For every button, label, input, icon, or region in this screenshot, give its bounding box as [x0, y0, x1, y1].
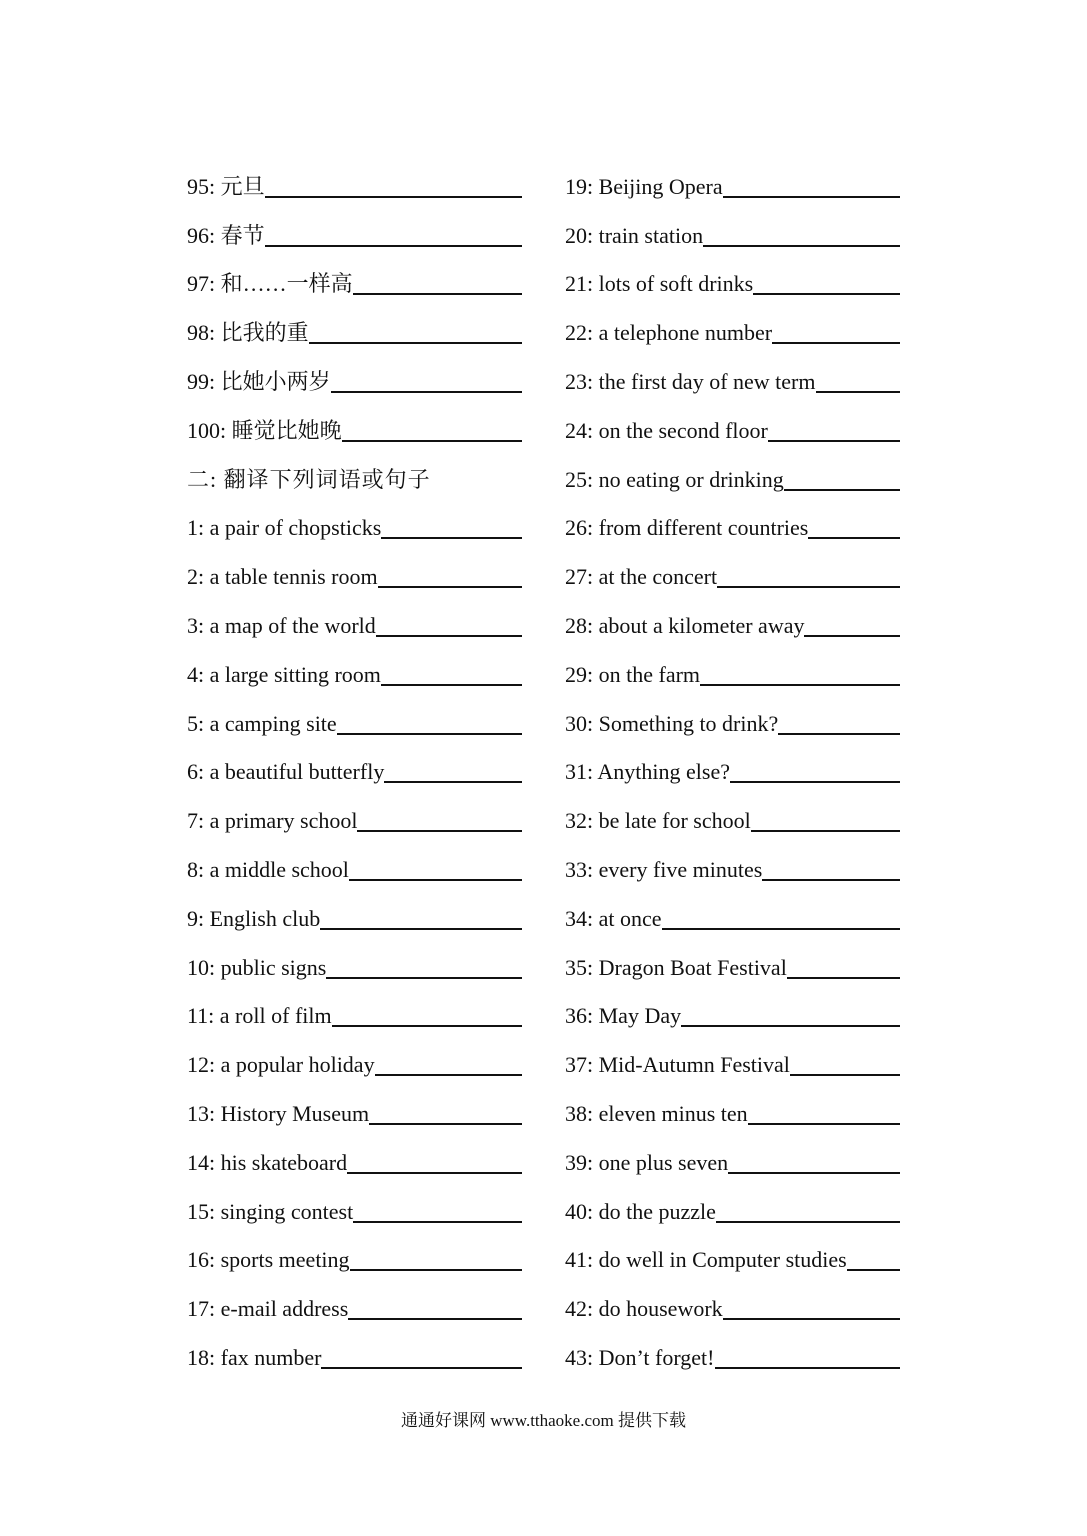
exercise-item	[565, 982, 900, 1031]
exercise-prompt: 42: do housework	[565, 1296, 723, 1322]
exercise-item	[187, 1226, 522, 1275]
exercise-prompt: 31: Anything else?	[565, 759, 730, 785]
exercise-item	[187, 1274, 522, 1323]
exercise-item	[187, 347, 522, 396]
exercise-prompt: 29: on the farm	[565, 661, 701, 687]
answer-blank[interactable]	[376, 634, 522, 637]
section-heading	[187, 445, 522, 494]
answer-blank[interactable]	[716, 1220, 900, 1223]
exercise-prompt: 9: English club	[187, 905, 321, 931]
answer-blank[interactable]	[723, 1317, 900, 1320]
exercise-item	[565, 542, 900, 591]
exercise-prompt: 99: 比她小两岁	[187, 368, 331, 394]
exercise-prompt: 98: 比我的重	[187, 320, 309, 346]
answer-blank[interactable]	[331, 390, 522, 393]
page-footer: 通通好课网 www.tthaoke.com 提供下载	[400, 1411, 687, 1430]
exercise-prompt: 7: a primary school	[187, 808, 358, 834]
answer-blank[interactable]	[768, 439, 900, 442]
exercise-item	[565, 1323, 900, 1372]
exercise-prompt: 6: a beautiful butterfly	[187, 759, 385, 785]
exercise-prompt: 26: from different countries	[565, 515, 809, 541]
exercise-item	[565, 201, 900, 250]
exercise-prompt: 24: on the second floor	[565, 417, 768, 443]
answer-blank[interactable]	[321, 1366, 522, 1369]
exercise-prompt: 97: 和……一样高	[187, 271, 353, 297]
section-heading-text: 二: 翻译下列词语或句子	[187, 466, 431, 492]
exercise-item	[565, 1274, 900, 1323]
exercise-prompt: 96: 春节	[187, 222, 265, 248]
exercise-item	[187, 152, 522, 201]
right-column	[565, 152, 900, 1372]
exercise-prompt: 4: a large sitting room	[187, 661, 381, 687]
exercise-item	[187, 1079, 522, 1128]
exercise-prompt: 10: public signs	[187, 954, 327, 980]
answer-blank[interactable]	[309, 341, 522, 344]
exercise-item	[187, 1323, 522, 1372]
exercise-item	[187, 835, 522, 884]
exercise-prompt: 39: one plus seven	[565, 1149, 729, 1175]
exercise-prompt: 25: no eating or drinking	[565, 466, 784, 492]
answer-blank[interactable]	[265, 244, 522, 247]
exercise-item	[565, 738, 900, 787]
answer-blank[interactable]	[717, 585, 900, 588]
answer-blank[interactable]	[728, 1171, 900, 1174]
exercise-prompt: 32: be late for school	[565, 808, 751, 834]
answer-blank[interactable]	[378, 585, 522, 588]
exercise-item	[565, 1177, 900, 1226]
exercise-prompt: 5: a camping site	[187, 710, 337, 736]
answer-blank[interactable]	[723, 195, 900, 198]
exercise-prompt: 36: May Day	[565, 1003, 682, 1029]
exercise-item	[187, 738, 522, 787]
exercise-item	[565, 396, 900, 445]
exercise-item	[565, 1226, 900, 1275]
answer-blank[interactable]	[353, 292, 522, 295]
exercise-item	[565, 250, 900, 299]
exercise-item	[187, 201, 522, 250]
exercise-prompt: 18: fax number	[187, 1344, 322, 1370]
exercise-item	[565, 884, 900, 933]
exercise-prompt: 2: a table tennis room	[187, 564, 378, 590]
answer-blank[interactable]	[375, 1073, 522, 1076]
exercise-item	[187, 542, 522, 591]
answer-blank[interactable]	[384, 780, 522, 783]
answer-blank[interactable]	[700, 683, 900, 686]
answer-blank[interactable]	[337, 732, 522, 735]
exercise-prompt: 37: Mid-Autumn Festival	[565, 1052, 790, 1078]
exercise-prompt: 34: at once	[565, 905, 662, 931]
exercise-item	[187, 982, 522, 1031]
exercise-prompt: 100: 睡觉比她晚	[187, 417, 342, 443]
answer-blank[interactable]	[790, 1073, 900, 1076]
exercise-prompt: 1: a pair of chopsticks	[187, 515, 382, 541]
exercise-item	[187, 298, 522, 347]
exercise-item	[565, 689, 900, 738]
answer-blank[interactable]	[348, 1317, 522, 1320]
exercise-item	[565, 933, 900, 982]
exercise-prompt: 8: a middle school	[187, 856, 349, 882]
exercise-prompt: 33: every five minutes	[565, 856, 763, 882]
exercise-item	[565, 640, 900, 689]
answer-blank[interactable]	[347, 1171, 522, 1174]
exercise-prompt: 40: do the puzzle	[565, 1198, 716, 1224]
exercise-item	[565, 298, 900, 347]
exercise-prompt: 30: Something to drink?	[565, 710, 779, 736]
answer-blank[interactable]	[342, 439, 522, 442]
exercise-item	[187, 494, 522, 543]
answer-blank[interactable]	[381, 683, 522, 686]
answer-blank[interactable]	[787, 976, 900, 979]
exercise-item	[187, 591, 522, 640]
answer-blank[interactable]	[353, 1220, 522, 1223]
answer-blank[interactable]	[715, 1366, 901, 1369]
answer-blank[interactable]	[332, 1024, 522, 1027]
exercise-prompt: 17: e-mail address	[187, 1296, 349, 1322]
answer-blank[interactable]	[847, 1268, 900, 1271]
exercise-prompt: 23: the first day of new term	[565, 368, 816, 394]
exercise-prompt: 16: sports meeting	[187, 1247, 350, 1273]
exercise-prompt: 12: a popular holiday	[187, 1052, 375, 1078]
answer-blank[interactable]	[662, 927, 900, 930]
answer-blank[interactable]	[772, 341, 900, 344]
exercise-item	[565, 445, 900, 494]
answer-blank[interactable]	[369, 1122, 522, 1125]
exercise-prompt: 19: Beijing Opera	[565, 173, 723, 199]
exercise-item	[187, 250, 522, 299]
exercise-prompt: 3: a map of the world	[187, 612, 376, 638]
answer-blank[interactable]	[703, 244, 900, 247]
exercise-item	[187, 396, 522, 445]
answer-blank[interactable]	[381, 536, 522, 539]
answer-blank[interactable]	[320, 927, 522, 930]
left-column	[187, 152, 522, 1372]
answer-blank[interactable]	[730, 780, 900, 783]
exercise-item	[187, 640, 522, 689]
exercise-item	[565, 786, 900, 835]
exercise-item	[187, 689, 522, 738]
answer-blank[interactable]	[751, 829, 900, 832]
exercise-prompt: 22: a telephone number	[565, 320, 773, 346]
exercise-prompt: 28: about a kilometer away	[565, 612, 805, 638]
exercise-prompt: 35: Dragon Boat Festival	[565, 954, 787, 980]
answer-blank[interactable]	[748, 1122, 900, 1125]
exercise-item	[565, 1030, 900, 1079]
exercise-prompt: 11: a roll of film	[187, 1003, 332, 1029]
answer-blank[interactable]	[753, 292, 900, 295]
answer-blank[interactable]	[762, 878, 900, 881]
exercise-prompt: 95: 元旦	[187, 173, 265, 199]
exercise-prompt: 21: lots of soft drinks	[565, 271, 754, 297]
exercise-prompt: 27: at the concert	[565, 564, 718, 590]
answer-blank[interactable]	[357, 829, 522, 832]
exercise-item	[187, 933, 522, 982]
answer-blank[interactable]	[349, 878, 522, 881]
exercise-prompt: 20: train station	[565, 222, 704, 248]
exercise-prompt: 14: his skateboard	[187, 1149, 348, 1175]
exercise-item	[565, 152, 900, 201]
exercise-item	[187, 1128, 522, 1177]
answer-blank[interactable]	[804, 634, 900, 637]
answer-blank[interactable]	[326, 976, 522, 979]
exercise-prompt: 43: Don’t forget!	[565, 1344, 715, 1370]
exercise-item	[565, 494, 900, 543]
exercise-prompt: 38: eleven minus ten	[565, 1100, 748, 1126]
exercise-item	[187, 884, 522, 933]
exercise-item	[187, 1177, 522, 1226]
exercise-item	[187, 1030, 522, 1079]
exercise-item	[565, 347, 900, 396]
answer-blank[interactable]	[265, 195, 522, 198]
answer-blank[interactable]	[681, 1024, 900, 1027]
answer-blank[interactable]	[816, 390, 901, 393]
exercise-item	[565, 1079, 900, 1128]
exercise-item	[565, 835, 900, 884]
exercise-prompt: 41: do well in Computer studies	[565, 1247, 847, 1273]
exercise-item	[565, 591, 900, 640]
exercise-prompt: 13: History Museum	[187, 1100, 370, 1126]
answer-blank[interactable]	[778, 732, 900, 735]
answer-blank[interactable]	[808, 536, 900, 539]
answer-blank[interactable]	[784, 488, 900, 491]
exercise-item	[187, 786, 522, 835]
answer-blank[interactable]	[350, 1268, 522, 1271]
exercise-prompt: 15: singing contest	[187, 1198, 354, 1224]
exercise-item	[565, 1128, 900, 1177]
